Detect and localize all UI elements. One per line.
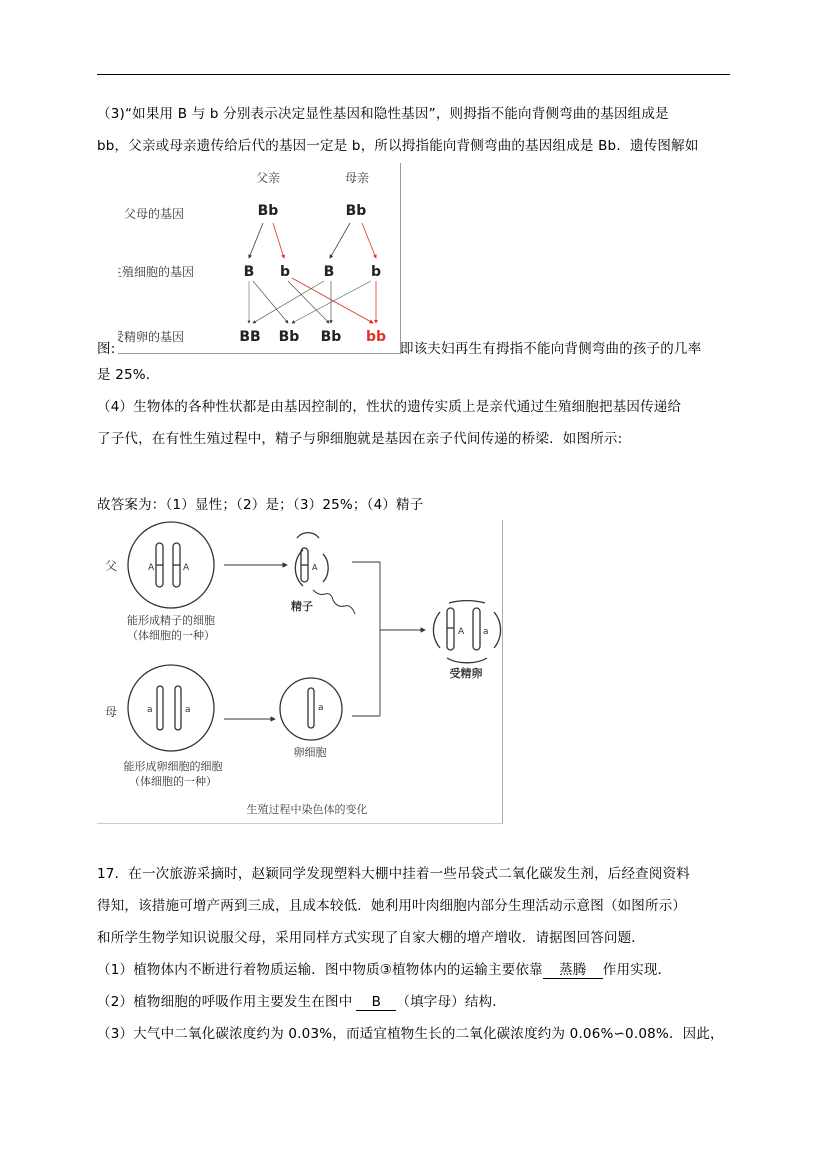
father-allele-left: A: [148, 563, 155, 573]
zygote-Bb-1: Bb: [278, 329, 300, 345]
gamete-mother-B: B: [323, 264, 335, 280]
father-label: 父: [105, 559, 118, 573]
sub2-answer: B: [356, 995, 396, 1011]
zygote-BB: BB: [239, 329, 261, 345]
egg-allele: a: [318, 703, 324, 713]
mother-allele-left: a: [147, 705, 153, 715]
q17-sub3: （3）大气中二氧化碳浓度约为 0.03%，而适宜植物生长的二氧化碳浓度约为 0.06%∽0.08%．因此，: [97, 1026, 724, 1042]
q17-line3: 和所学生物学知识说服父母，采用同样方式实现了自家大棚的增产增收．请据图回答问题．: [97, 930, 645, 946]
mother-cell-caption-2: （体细胞的一种）: [129, 775, 217, 788]
egg-label: 卵细胞: [293, 746, 327, 759]
p3-line3: [97, 340, 115, 358]
p3-line4: 是 25%．: [97, 367, 160, 383]
row-label-gametes: 生殖细胞的基因: [118, 265, 195, 279]
zygote-allele-a: a: [483, 627, 489, 637]
gamete-father-B: B: [243, 264, 255, 280]
zygote-bb: bb: [365, 329, 387, 345]
sub1-suffix: 作用实现．: [602, 962, 672, 978]
gamete-father-b: b: [279, 264, 291, 280]
cross-arrows: [249, 223, 376, 323]
q17-sub1: [97, 961, 671, 979]
p3-line2: bb，父亲或母亲遗传给后代的基因一定是 b，所以拇指能向背侧弯曲的基因组成是 Bb．遗传图解如: [97, 138, 699, 154]
zygote-Bb-2: Bb: [320, 329, 342, 345]
zygote-allele-A: A: [458, 627, 465, 637]
father-allele-right: A: [183, 563, 190, 573]
label-mother: 母亲: [344, 171, 370, 185]
mother-genotype: Bb: [345, 203, 367, 219]
header-rule: [97, 74, 730, 75]
q17-line2: 得知，该措施可增产两到三成，且成本较低．她利用叶肉细胞内部分生理活动示意图（如图所示）: [97, 898, 687, 914]
answer-summary: 故答案为：（1）显性；（2）是；（3）25%；（4）精子: [97, 497, 424, 513]
q17-line1: 17．在一次旅游采摘时，赵颖同学发现塑料大棚中挂着一些吊袋式二氧化碳发生剂，后经查阅资料: [97, 866, 690, 882]
sub1-prefix: （1）植物体内不断进行着物质运输．图中物质③植物体内的运输主要依靠: [97, 962, 543, 978]
label-father: 父亲: [255, 171, 281, 185]
sperm-allele: A: [312, 563, 318, 572]
gamete-mother-b: b: [370, 264, 382, 280]
sub1-answer: 蒸腾: [543, 963, 603, 979]
mother-allele-right: a: [185, 705, 191, 715]
figure-prefix: 图:: [97, 341, 116, 357]
sperm-label: 精子: [291, 600, 313, 613]
sub2-prefix: （2）植物细胞的呼吸作用主要发生在图中: [97, 994, 353, 1010]
genetic-cross-diagram: [118, 163, 401, 354]
p4-line2: 了子代，在有性生殖过程中，精子与卵细胞就是基因在亲子代间传递的桥梁．如图所示:: [97, 431, 623, 447]
figure2-caption: 生殖过程中染色体的变化: [246, 803, 368, 816]
p3-line1: （3)“如果用 B 与 b 分别表示决定显性基因和隐性基因”，则拇指不能向背侧弯曲的基因组成是: [97, 106, 669, 122]
mother-label: 母: [105, 705, 118, 719]
father-cell-caption-1: 能形成精子的细胞: [127, 614, 215, 627]
p4-line1: （4）生物体的各种性状都是由基因控制的，性状的遗传实质上是亲代通过生殖细胞把基因传递给: [97, 399, 682, 415]
zygote-label: 受精卵: [449, 667, 483, 680]
sub2-suffix: （填字母）结构．: [396, 994, 506, 1010]
row-label-parents: 父母的基因: [124, 207, 185, 221]
father-cell-caption-2: （体细胞的一种）: [127, 629, 215, 642]
father-genotype: Bb: [257, 203, 279, 219]
q17-sub2: [97, 993, 506, 1011]
p3-line3-suffix: 即该夫妇再生有拇指不能向背侧弯曲的孩子的几率: [400, 341, 702, 357]
row-label-zygotes: 受精卵的基因: [118, 330, 185, 344]
mother-cell-caption-1: 能形成卵细胞的细胞: [123, 760, 223, 773]
chromosome-diagram: [97, 520, 503, 824]
